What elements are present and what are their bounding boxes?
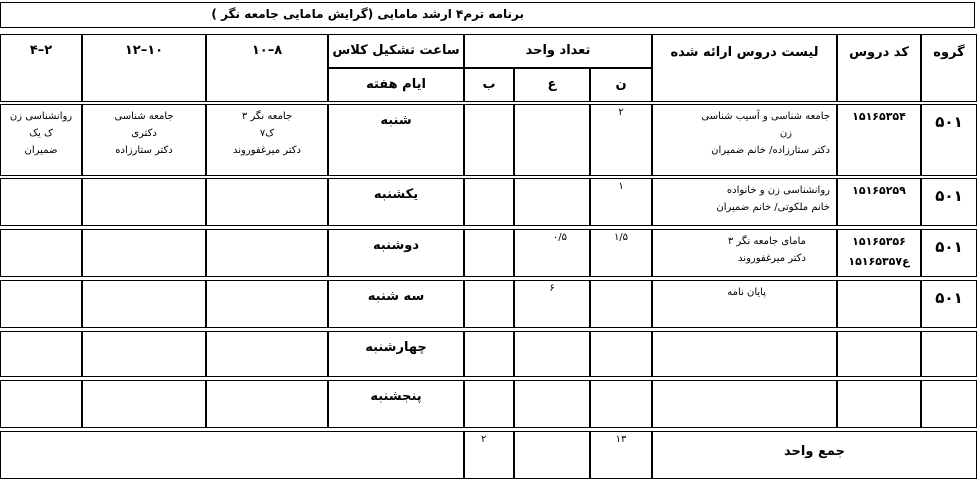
row2-slot-8-10 xyxy=(206,178,328,226)
row3-b xyxy=(464,229,514,277)
total-b-value: ۲ xyxy=(481,434,487,445)
row2-day-label: یکشنبه xyxy=(373,187,419,202)
total-spacer xyxy=(0,431,464,479)
header-unit-a-label: ع xyxy=(547,77,557,92)
row1-code1: ۱۵۱۶۵۳۵۴ xyxy=(852,110,906,123)
row5-day xyxy=(328,331,464,377)
total-a xyxy=(514,431,590,479)
row1-course-line2: زن xyxy=(779,128,792,139)
row3-course xyxy=(652,229,837,277)
row3-slot-10-12 xyxy=(82,229,206,277)
row1-slot-2-4-line1: روانشناسی زن xyxy=(9,111,73,122)
row5-a xyxy=(514,331,590,377)
row1-slot-2-4 xyxy=(0,104,82,176)
header-unit-b-label: ب xyxy=(482,77,496,92)
row4-day-label: سه شنبه xyxy=(367,289,425,304)
total-n xyxy=(590,431,652,479)
row1-slot-10-12-line2: دکتری xyxy=(131,128,157,139)
row2-day xyxy=(328,178,464,226)
row5-day-label: چهارشنبه xyxy=(365,340,427,355)
row4-slot-2-4 xyxy=(0,280,82,328)
row1-code xyxy=(837,104,921,176)
row3-course-line1: مامای جامعه نگر ۳ xyxy=(727,236,806,247)
row3-slot-2-4 xyxy=(0,229,82,277)
row6-slot-10-12 xyxy=(82,380,206,428)
header-units-label: تعداد واحد xyxy=(525,43,591,58)
row1-day xyxy=(328,104,464,176)
row4-n xyxy=(590,280,652,328)
row1-slot-2-4-line3: ضمیران xyxy=(24,145,58,156)
row5-slot-2-4 xyxy=(0,331,82,377)
header-unit-b xyxy=(464,68,514,102)
header-unit-n xyxy=(590,68,652,102)
row1-course-line1: جامعه شناسی و آسیب شناسی xyxy=(701,111,830,122)
row4-b xyxy=(464,280,514,328)
row6-slot-8-10 xyxy=(206,380,328,428)
row1-slot-10-12 xyxy=(82,104,206,176)
row5-slot-8-10 xyxy=(206,331,328,377)
row2-group-value: ۵۰۱ xyxy=(935,187,963,205)
total-n-value: ۱۳ xyxy=(615,434,627,445)
row4-slot-8-10 xyxy=(206,280,328,328)
row4-slot-10-12 xyxy=(82,280,206,328)
row3-n xyxy=(590,229,652,277)
row2-n xyxy=(590,178,652,226)
row4-group xyxy=(921,280,977,328)
row6-day-label: پنجشنبه xyxy=(370,389,422,404)
header-slot-2-4 xyxy=(0,34,82,102)
row2-group xyxy=(921,178,977,226)
row6-slot-2-4 xyxy=(0,380,82,428)
row1-slot-10-12-line3: دکتر ستارزاده xyxy=(115,145,173,156)
row5-n xyxy=(590,331,652,377)
header-class-time xyxy=(328,34,464,68)
header-slot-2-4-label: ۲–۴ xyxy=(29,43,53,58)
header-course-code xyxy=(837,34,921,102)
header-unit-a xyxy=(514,68,590,102)
row2-course-line2: خانم ملکوتی/ خانم ضمیران xyxy=(716,202,830,213)
row1-group xyxy=(921,104,977,176)
row1-slot-8-10-line1: جامعه نگر ۳ xyxy=(241,111,293,122)
row4-course xyxy=(652,280,837,328)
row1-slot-8-10 xyxy=(206,104,328,176)
header-weekdays-label: ایام هفته xyxy=(366,77,426,92)
row3-course-line2: دکتر میرغفوروند xyxy=(738,253,806,264)
row3-day xyxy=(328,229,464,277)
row5-course xyxy=(652,331,837,377)
header-units xyxy=(464,34,652,68)
header-course-list xyxy=(652,34,837,102)
row1-n-value: ۲ xyxy=(618,107,624,118)
page-title: برنامه ترم۴ ارشد مامایی (گرایش مامایی جامعه نگر ) xyxy=(211,7,524,21)
row1-course xyxy=(652,104,837,176)
row6-group xyxy=(921,380,977,428)
row3-n-value: ۱/۵ xyxy=(613,232,629,243)
row6-a xyxy=(514,380,590,428)
row3-day-label: دوشنبه xyxy=(372,238,420,253)
total-label xyxy=(652,431,977,479)
header-slot-8-10 xyxy=(206,34,328,102)
row6-n xyxy=(590,380,652,428)
row4-a-value: ۶ xyxy=(549,283,555,294)
row3-code1: ۱۵۱۶۵۳۵۶ xyxy=(852,235,906,248)
row5-slot-10-12 xyxy=(82,331,206,377)
row2-n-value: ۱ xyxy=(618,181,624,192)
header-slot-8-10-label: ۸–۱۰ xyxy=(251,43,283,58)
row6-b xyxy=(464,380,514,428)
row2-course-line1: روانشناسی زن و خانواده xyxy=(726,185,830,196)
row6-code xyxy=(837,380,921,428)
row1-b xyxy=(464,104,514,176)
row2-slot-10-12 xyxy=(82,178,206,226)
header-course-list-label: لیست دروس ارائه شده xyxy=(670,45,819,60)
header-slot-10-12 xyxy=(82,34,206,102)
total-label-text: جمع واحد xyxy=(784,444,845,459)
row1-slot-10-12-line1: جامعه شناسی xyxy=(114,111,174,122)
row1-slot-8-10-line2: ک۷ xyxy=(259,128,275,139)
header-class-time-label: ساعت تشکیل کلاس xyxy=(332,43,460,58)
row3-code2: ۱۵۱۶۵۳۵۷ع xyxy=(848,255,910,268)
row3-code xyxy=(837,229,921,277)
row5-code xyxy=(837,331,921,377)
header-weekdays xyxy=(328,68,464,102)
row3-slot-8-10 xyxy=(206,229,328,277)
header-course-code-label: کد دروس xyxy=(849,45,909,60)
row3-group xyxy=(921,229,977,277)
row2-code1: ۱۵۱۶۵۲۵۹ xyxy=(852,184,906,197)
row2-code xyxy=(837,178,921,226)
row2-b xyxy=(464,178,514,226)
row1-day-label: شنبه xyxy=(380,113,412,128)
row4-course-line1: پایان نامه xyxy=(727,287,766,298)
row6-course xyxy=(652,380,837,428)
row5-group xyxy=(921,331,977,377)
row3-a-value: ۰/۵ xyxy=(552,232,567,243)
row2-a xyxy=(514,178,590,226)
row2-slot-2-4 xyxy=(0,178,82,226)
row4-day xyxy=(328,280,464,328)
total-b xyxy=(464,431,514,479)
title-box xyxy=(0,2,975,28)
row1-slot-2-4-line2: ک یک xyxy=(29,128,53,139)
header-unit-n-label: ن xyxy=(615,77,627,92)
row3-group-value: ۵۰۱ xyxy=(935,238,963,256)
row1-slot-8-10-line3: دکتر میرغفوروند xyxy=(233,145,301,156)
row1-course-line3: دکتر ستارزاده/ خانم ضمیران xyxy=(711,145,830,156)
header-group-label: گروه xyxy=(933,45,965,60)
row5-b xyxy=(464,331,514,377)
row1-group-value: ۵۰۱ xyxy=(935,113,963,131)
row1-n xyxy=(590,104,652,176)
row2-course xyxy=(652,178,837,226)
row4-a xyxy=(514,280,590,328)
header-group xyxy=(921,34,977,102)
row1-a xyxy=(514,104,590,176)
row4-group-value: ۵۰۱ xyxy=(935,289,963,307)
row4-code xyxy=(837,280,921,328)
row3-a xyxy=(514,229,590,277)
row6-day xyxy=(328,380,464,428)
header-slot-10-12-label: ۱۰–۱۲ xyxy=(124,43,164,58)
